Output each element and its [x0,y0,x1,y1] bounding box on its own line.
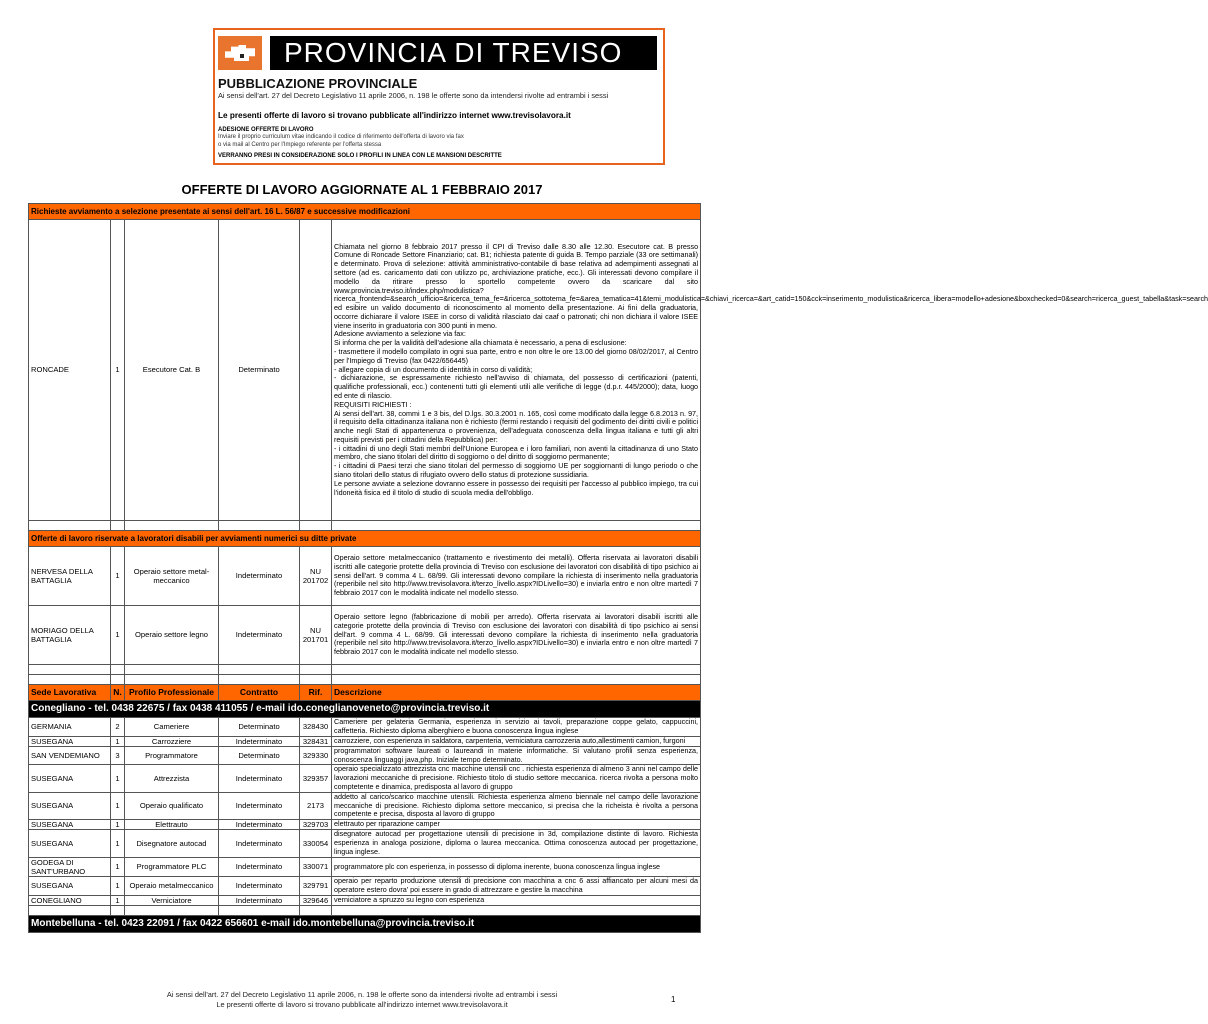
empty-row [29,665,701,675]
adesione-text-1: Inviare il proprio curriculum vitae indicando il codice di riferimento dell'offerta di lavoro via fax [218,134,464,140]
column-header-contratto: Contratto [219,685,300,701]
cell-rif: 329330 [300,746,332,765]
cell-desc: Operaio settore metalmeccanico (trattamento e rivestimento dei metalli). Offerta riservata ai lavoratori disabili iscritti alle categorie protette della provincia di Treviso con esclusione dei lavoratori con disabilità di tipo psichico ai sensi dell'art. 9 comma 4 L. 68/99. Gli interessati devono compilare la richiesta di inserimento nella graduatoria (reperibile nel sito http://www.trevisolavora.it/terzo_livello.aspx?IDLivello=30) e inviarla entro e non oltre martedì 7 febbraio 2017 con le modalità indicate nel modello stesso. [332,547,701,606]
cell-contratto: Indeterminato [219,830,300,857]
cell-desc: addetto al carico/scarico macchine utensili. Richiesta esperienza almeno biennale nel campo delle lavorazione meccaniche di precisione. Richiesto diploma settore meccanico, si precisa che la richeista è rivolta a persona competente e precisa, disposta al lavoro di gruppo [332,792,701,819]
column-header-sede: Sede Lavorativa [29,685,111,701]
cell-n: 1 [111,857,125,877]
table-row [29,606,701,665]
empty-cell [29,521,111,531]
cell-n: 1 [111,220,125,521]
cell-sede: SUSEGANA [29,830,111,857]
cell-profilo: Operaio metalmeccanico [125,877,219,896]
cell-profilo: Operaio qualificato [125,792,219,819]
cell-n: 1 [111,547,125,606]
section1-heading-text: Richieste avviamento a selezione presentate ai sensi dell'art. 16 L. 56/87 e successive modificazioni [29,204,701,220]
cell-desc: disegnatore autocad per progettazione utensili di precisione in 3d, compilazione distinte di lavoro. Richiesta esperienza in analoga posizione, diploma o laurea meccanica. Ottima conoscenza autocad per progettazione, lingua inglese. [332,830,701,857]
cell-profilo: Programmatore [125,746,219,765]
cell-profilo: Verniciatore [125,895,219,905]
empty-cell [29,675,111,685]
empty-cell [300,905,332,915]
column-header-row [29,685,701,701]
cell-contratto: Indeterminato [219,877,300,896]
cell-profilo: Programmatore PLC [125,857,219,877]
cell-desc: verniciatore a spruzzo su legno con esperienza [332,895,701,905]
cell-profilo: Elettrauto [125,820,219,830]
cell-n: 1 [111,606,125,665]
cell-n: 2 [111,718,125,737]
table-row [29,857,701,877]
footer-line-2: Le presenti offerte di lavoro si trovano pubblicate all'indirizzo internet www.trevisolavora.it [216,999,508,1009]
cell-profilo: Attrezzista [125,765,219,792]
empty-cell [332,675,701,685]
table-row [29,792,701,819]
province-logo-icon [218,36,262,70]
cell-desc: Operaio settore legno (fabbricazione di mobili per arredo). Offerta riservata ai lavoratori disabili iscritti alle categorie protette della provincia di Treviso con esclusione dei lavoratori con disabilità di tipo psichico ai sensi dell'art. 9 comma 4 L. 68/99. Gli interessati devono compilare la richiesta di inserimento nella graduatoria (reperibile nel sito http://www.trevisolavora.it/terzo_livello.aspx?IDLivello=30) e inviarla entro e non oltre martedì 7 febbraio 2017 con le modalità indicate nel modello stesso. [332,606,701,665]
cell-desc: carrozziere, con esperienza in saldatora, carpenteria, verniciatura carrozzeria auto,allestimenti camion, furgoni [332,736,701,746]
table-row [29,877,701,896]
empty-cell [300,521,332,531]
table-row [29,220,701,521]
cell-contratto: Indeterminato [219,736,300,746]
empty-cell [300,675,332,685]
cell-profilo: Cameriere [125,718,219,737]
section2-heading-text: Offerte di lavoro riservate a lavoratori disabili per avviamenti numerici su ditte private [29,531,701,547]
footer-line-1: Ai sensi dell'art. 27 del Decreto Legislativo 11 aprile 2006, n. 198 le offerte sono da intendersi rivolte ad entrambi i sessi [166,990,558,999]
montebelluna-office-heading [29,915,701,932]
section2-heading [29,531,701,547]
table-row [29,830,701,857]
empty-cell [332,521,701,531]
cell-sede: SUSEGANA [29,736,111,746]
table-row [29,765,701,792]
column-header-profilo: Profilo Professionale [125,685,219,701]
table-row [29,547,701,606]
cell-sede: SUSEGANA [29,820,111,830]
cell-n: 1 [111,736,125,746]
cell-rif: 330054 [300,830,332,857]
table-row [29,736,701,746]
cell-desc: Cameriere per gelateria Germania, esperienza in servizio ai tavoli, preparazione coppe gelato, cappuccini, caffetteria. Richiesto diploma alberghiero e buona conoscenza lingua inglese [332,718,701,737]
cell-sede: SUSEGANA [29,792,111,819]
cell-desc: operaio per reparto produzione utensili di precisione con macchina a cnc 6 assi affiancato per alcuni mesi da operatore estero dovra' poi essere in grado di attrezzare e gestire la macchina [332,877,701,896]
cell-rif: NU 201702 [300,547,332,606]
cell-contratto: Determinato [219,220,300,521]
empty-cell [125,675,219,685]
cell-sede: SAN VENDEMIANO [29,746,111,765]
column-header-n: N. [111,685,125,701]
cell-rif: 328431 [300,736,332,746]
cell-profilo: Esecutore Cat. B [125,220,219,521]
empty-cell [111,675,125,685]
column-header-desc: Descrizione [332,685,701,701]
cell-contratto: Indeterminato [219,857,300,877]
cell-rif: 329357 [300,765,332,792]
cell-sede: MORIAGO DELLA BATTAGLIA [29,606,111,665]
cell-desc: programmatori software laureati o laureandi in materie informatiche. Si valutano profili senza esperienza, conoscenza linguaggi java,php. Iniziale tempo determinato. [332,746,701,765]
cell-n: 1 [111,877,125,896]
empty-cell [125,665,219,675]
profiles-note: VERRANNO PRESI IN CONSIDERAZIONE SOLO I PROFILI IN LINEA CON LE MANSIONI DESCRITTE [218,153,502,159]
empty-cell [332,665,701,675]
cell-profilo: Operaio settore legno [125,606,219,665]
cell-rif: 328430 [300,718,332,737]
cell-n: 1 [111,830,125,857]
page-title: OFFERTE DI LAVORO AGGIORNATE AL 1 FEBBRAIO 2017 [181,182,543,197]
header-banner [213,28,665,165]
cell-profilo: Operaio settore metal-meccanico [125,547,219,606]
empty-cell [111,665,125,675]
cell-sede: NERVESA DELLA BATTAGLIA [29,547,111,606]
column-header-rif: Rif. [300,685,332,701]
section1-heading [29,204,701,220]
cell-rif: NU 201701 [300,606,332,665]
table-row [29,718,701,737]
cell-desc: programmatore plc con esperienza, in possesso di diploma inerente, buona conoscenza lingua inglese [332,857,701,877]
empty-cell [125,521,219,531]
empty-cell [111,905,125,915]
empty-cell [125,905,219,915]
table-row [29,746,701,765]
cell-contratto: Indeterminato [219,606,300,665]
montebelluna-office-heading-text: Montebelluna - tel. 0423 22091 / fax 0422 656601 e-mail ido.montebelluna@provincia.treviso.it [29,915,701,932]
page-footer [0,990,724,1009]
cell-n: 1 [111,820,125,830]
cell-n: 1 [111,895,125,905]
website-note: Le presenti offerte di lavoro si trovano pubblicate all'indirizzo internet www.trevisolavora.it [218,111,571,120]
empty-cell [219,521,300,531]
empty-row [29,675,701,685]
cell-sede: GODEGA DI SANT'URBANO [29,857,111,877]
cell-n: 1 [111,792,125,819]
cell-desc: elettrauto per riparazione camper [332,820,701,830]
cell-rif: 330071 [300,857,332,877]
empty-cell [29,905,111,915]
cell-n: 3 [111,746,125,765]
pubblicazione-heading: PUBBLICAZIONE PROVINCIALE [218,76,418,91]
table-row [29,820,701,830]
cell-rif: 329791 [300,877,332,896]
empty-cell [29,665,111,675]
cell-desc: operaio specializzato attrezzista cnc macchine utensili cnc . richiesta esperienza di almeno 3 anni nel campo delle lavorazioni meccaniche di precisione. Richiesto titolo di studio settore meccanica. ricerca rivolta a persona molto comptetente e dinamica, predisposta al lavoro di gruppo [332,765,701,792]
empty-row [29,905,701,915]
empty-cell [219,675,300,685]
page-number: 1 [671,995,676,1004]
cell-sede: RONCADE [29,220,111,521]
empty-cell [332,905,701,915]
table-row [29,895,701,905]
cell-contratto: Indeterminato [219,820,300,830]
conegliano-office-heading-text: Conegliano - tel. 0438 22675 / fax 0438 411055 / e-mail ido.coneglianoveneto@provincia.treviso.it [29,701,701,718]
cell-n: 1 [111,765,125,792]
adesione-heading: ADESIONE OFFERTE DI LAVORO [218,127,314,133]
cell-profilo: Disegnatore autocad [125,830,219,857]
cell-sede: GERMANIA [29,718,111,737]
cell-contratto: Determinato [219,718,300,737]
job-offers-table [28,203,1208,933]
cell-rif: 329703 [300,820,332,830]
cell-contratto: Indeterminato [219,792,300,819]
conegliano-office-heading [29,701,701,718]
cell-sede: SUSEGANA [29,877,111,896]
empty-cell [219,665,300,675]
cell-sede: SUSEGANA [29,765,111,792]
cell-rif: 329646 [300,895,332,905]
empty-cell [111,521,125,531]
cell-contratto: Determinato [219,746,300,765]
cell-contratto: Indeterminato [219,765,300,792]
cell-desc: Chiamata nel giorno 8 febbraio 2017 presso il CPI di Treviso dalle 8.30 alle 12.30. Esecutore cat. B presso Comune di Roncade Settore Finanziario; cat. B1; richiesta patente di guida B. Tempo parziale (33 ore settimanali) e determinato. Prova di selezione: attività amministrativo-contabile di base relativa ad adempimenti assegnati al settore (ad es. caricamento dati con utilizzo pc, archiviazione pratiche, ecc.). Gli interessati devono compilare il modello da ritirare presso lo sportello competente ovvero da scaricare dal sito www.provincia.treviso.it/index.php/modulistica?ricerca_frontend=&search_ufficio=&ricerca_tema_fe=&ricerca_sottotema_fe=&area_tematica=41&temi_modulistica=&chiavi_ricerca=&art_catid=150&cck=inserimento_modulistica&ricerca_libera=modello+adesione&boxchecked=0&search=ricerca_guest_tabella&task=search ed esibire un valido documento di riconoscimento al momento della presentazione. Ai fini della graduatoria, occorre dichiarare il valore ISEE in corso di validità rilasciato dai caaf o patronati; chi non dichiara il valore ISEE viene inserito in graduatoria con 300 punti in meno. Adesione avviamento a selezione via fax: Si informa che per la validità dell'adesione alla chiamata è necessario, a pena di esclusione: - trasmettere il modello compilato in ogni sua parte, entro e non oltre le ore 13.00 del giorno 08/02/2017, al Centro per l'Impiego di Treviso (fax 0422/656445) - allegare copia di un documento di identità in corso di validità; - dichiarazione, se espressamente richiesto nell'avviso di chiamata, del possesso di certificazioni (patenti, qualifiche professionali, ecc.) contenenti tutti gli elementi utili alle verifiche di legge (d.p.r. 445/2000); data, luogo ed ente di rilascio. REQUISITI RICHIESTI : Ai sensi dell'art. 38, commi 1 e 3 bis, del D.lgs. 30.3.2001 n. 165, così come modificato dalla legge 6.8.2013 n. 97, il requisito della cittadinanza italiana non è richiesto (fermi restando i requisiti del godimento dei diritti civili e politici anche negli Stati di appartenenza o provenienza, dell'adeguata conoscenza della lingua italiana e tutti gli altri requisiti previsti per i cittadini della Repubblica) per: - i cittadini di uno degli Stati membri dell'Unione Europea e i loro familiari, non aventi la cittadinanza di uno Stato membro, che siano titolari del diritto di soggiorno o del diritto di soggiorno permanente; - i cittadini di Paesi terzi che siano titolari del permesso di soggiorno UE per soggiornanti di lungo periodo o che siano titolari dello status di rifugiato ovvero dello status di protezione sussidiaria. Le persone avviate a selezione dovranno essere in possesso dei requisiti per l'accesso al pubblico impiego, tra cui l'idoneità fisica ed il titolo di studio di scuola media dell'obbligo. [332,220,701,521]
cell-rif [300,220,332,521]
cell-rif: 2173 [300,792,332,819]
empty-cell [300,665,332,675]
cell-sede: CONEGLIANO [29,895,111,905]
adesione-text-2: o via mail al Centro per l'Impiego referente per l'offerta stessa [218,142,382,148]
cell-contratto: Indeterminato [219,547,300,606]
cell-profilo: Carrozziere [125,736,219,746]
legal-note: Ai sensi dell'art. 27 del Decreto Legislativo 11 aprile 2006, n. 198 le offerte sono da intendersi rivolte ad entrambi i sessi [218,91,609,100]
banner-title: PROVINCIA DI TREVISO [270,36,657,70]
empty-row [29,521,701,531]
empty-cell [219,905,300,915]
cell-contratto: Indeterminato [219,895,300,905]
